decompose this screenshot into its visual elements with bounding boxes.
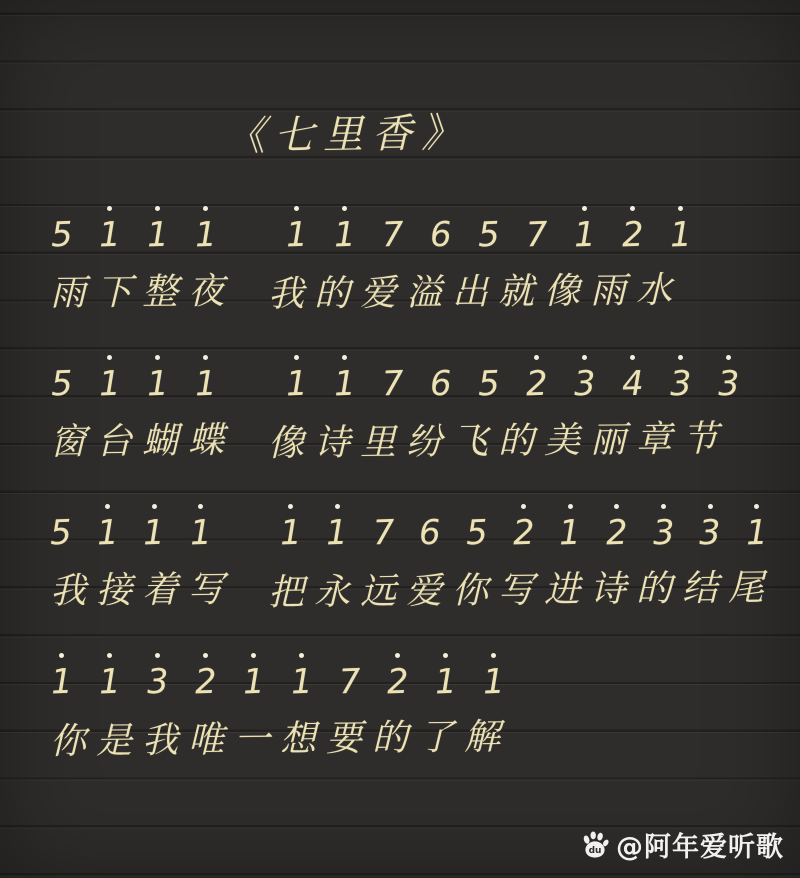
octave-dot-icon [568,504,573,509]
note-digit: 2 [605,512,629,554]
octave-dot-icon [288,504,293,509]
octave-dot-icon [299,653,304,658]
note-digit: 1 [332,214,357,256]
octave-dot-icon [630,355,635,360]
note [651,504,676,554]
note [524,355,549,405]
note [189,504,213,554]
paw-du-text: du [588,845,602,856]
note [284,355,309,405]
note-digit: 1 [325,512,349,554]
lyric-segment: 窗台蝴蝶 [49,419,235,463]
note [193,355,218,405]
verse-3 [50,502,790,616]
verse-4 [50,651,790,765]
note [698,504,722,554]
note [380,206,405,256]
note [558,504,582,554]
note [97,206,122,256]
note-digit: 1 [142,512,166,554]
note [512,504,536,554]
note-digit: 4 [620,363,645,405]
note [97,653,122,703]
note-digit: 1 [241,661,266,703]
note [142,504,166,554]
note-digit: 1 [97,214,122,256]
note [716,355,741,405]
octave-dot-icon [294,206,299,211]
note-digit: 1 [193,214,218,256]
note [605,504,629,554]
note-digit: 5 [49,214,74,256]
note-digit: 1 [49,661,74,703]
octave-dot-icon [155,206,160,211]
note-digit: 7 [372,512,396,554]
note [745,504,769,554]
note-digit: 1 [481,661,506,703]
note [385,653,410,703]
note-digit: 1 [95,512,119,554]
note-digit: 1 [278,512,302,554]
lyrics-row [50,409,790,467]
note-digit: 6 [428,214,453,256]
octave-dot-icon [726,355,731,360]
octave-dot-icon [678,206,683,211]
note [428,355,453,405]
lyrics-row [50,707,790,765]
note-digit: 7 [380,363,405,405]
notes-row [49,651,790,703]
note [332,355,357,405]
note [193,206,218,256]
note [49,653,74,703]
note-digit: 1 [433,661,458,703]
octave-dot-icon [107,206,112,211]
octave-dot-icon [395,653,400,658]
note [668,206,693,256]
octave-dot-icon [614,504,619,509]
octave-dot-icon [155,653,160,658]
verse-1 [50,204,790,318]
note-digit: 1 [572,214,597,256]
octave-dot-icon [59,653,64,658]
octave-dot-icon [342,355,347,360]
note [524,206,549,256]
octave-dot-icon [203,653,208,658]
note [572,206,597,256]
note [332,206,357,256]
note-digit: 1 [145,214,170,256]
octave-dot-icon [107,653,112,658]
note [49,355,74,405]
note [572,355,597,405]
note-digit: 2 [385,661,410,703]
octave-dot-icon [198,504,203,509]
octave-dot-icon [582,355,587,360]
note [193,653,218,703]
octave-dot-icon [678,355,683,360]
note-digit: 1 [332,363,357,405]
note [620,206,645,256]
note-digit: 2 [512,512,536,554]
lyric-segment: 你是我唯一想要的了解 [49,716,511,762]
lyric-segment: 我接着写 [49,568,235,612]
note-digit: 1 [193,363,218,405]
note [465,504,489,554]
verse-2 [50,353,790,467]
note-digit: 6 [428,363,453,405]
octave-dot-icon [203,206,208,211]
note-digit: 1 [284,214,309,256]
lyric-segment: 雨下整夜 [49,270,235,314]
song-title: 《七里香》 [224,109,471,161]
octave-dot-icon [491,653,496,658]
note-digit: 2 [193,661,218,703]
note [145,355,170,405]
note-digit: 2 [620,214,645,256]
note-digit: 5 [476,214,501,256]
note-digit: 3 [651,512,676,554]
note [49,504,73,554]
note-digit: 6 [418,512,442,554]
note [97,355,122,405]
note-digit: 5 [49,363,74,405]
baidu-paw-icon [580,830,610,860]
note-digit: 1 [189,512,213,554]
note [668,355,693,405]
octave-dot-icon [521,504,526,509]
octave-dot-icon [708,504,713,509]
note [145,653,170,703]
note-digit: 5 [465,512,489,554]
note-digit: 1 [97,363,122,405]
note [289,653,314,703]
note-digit: 3 [716,363,741,405]
note-digit: 1 [284,363,309,405]
note [337,653,362,703]
octave-dot-icon [661,504,666,509]
note [284,206,309,256]
note-digit: 3 [572,363,597,405]
notes-row [49,353,790,405]
note-digit: 1 [145,363,170,405]
note-digit: 7 [380,214,405,256]
note-digit: 1 [745,512,769,554]
note [95,504,119,554]
octave-dot-icon [754,504,759,509]
note-digit: 1 [97,661,122,703]
lyric-segment: 把永远爱你写进诗的结尾 [267,566,775,614]
note-digit: 1 [558,512,582,554]
octave-dot-icon [342,206,347,211]
note-digit: 5 [476,363,501,405]
note [325,504,349,554]
lyrics-row [50,558,790,616]
octave-dot-icon [534,355,539,360]
note-digit: 5 [49,512,73,554]
note [433,653,458,703]
octave-dot-icon [251,653,256,658]
lyrics-row [50,260,790,318]
note-digit: 3 [145,661,170,703]
note-digit: 7 [337,661,362,703]
watermark-label: @阿年爱听歌 [616,832,784,863]
note-digit: 1 [668,214,693,256]
note [278,504,302,554]
octave-dot-icon [630,206,635,211]
verses [50,204,790,800]
notes-row [49,204,790,256]
lyric-segment: 我的爱溢出就像雨水 [267,269,683,315]
octave-dot-icon [203,355,208,360]
note [372,504,396,554]
note-digit: 2 [524,363,549,405]
note [620,355,645,405]
note [145,206,170,256]
note-digit: 3 [668,363,693,405]
octave-dot-icon [105,504,110,509]
note [476,206,501,256]
octave-dot-icon [152,504,157,509]
note [380,355,405,405]
octave-dot-icon [582,206,587,211]
note-digit: 7 [524,214,549,256]
note-digit: 3 [698,512,722,554]
note [476,355,501,405]
note [241,653,266,703]
note [418,504,442,554]
notes-row [49,502,790,554]
octave-dot-icon [107,355,112,360]
octave-dot-icon [155,355,160,360]
octave-dot-icon [443,653,448,658]
note-digit: 1 [289,661,314,703]
octave-dot-icon [335,504,340,509]
note [49,206,74,256]
note [428,206,453,256]
octave-dot-icon [294,355,299,360]
watermark [580,825,784,864]
note [481,653,506,703]
lyric-segment: 像诗里纷飞的美丽章节 [267,418,729,464]
